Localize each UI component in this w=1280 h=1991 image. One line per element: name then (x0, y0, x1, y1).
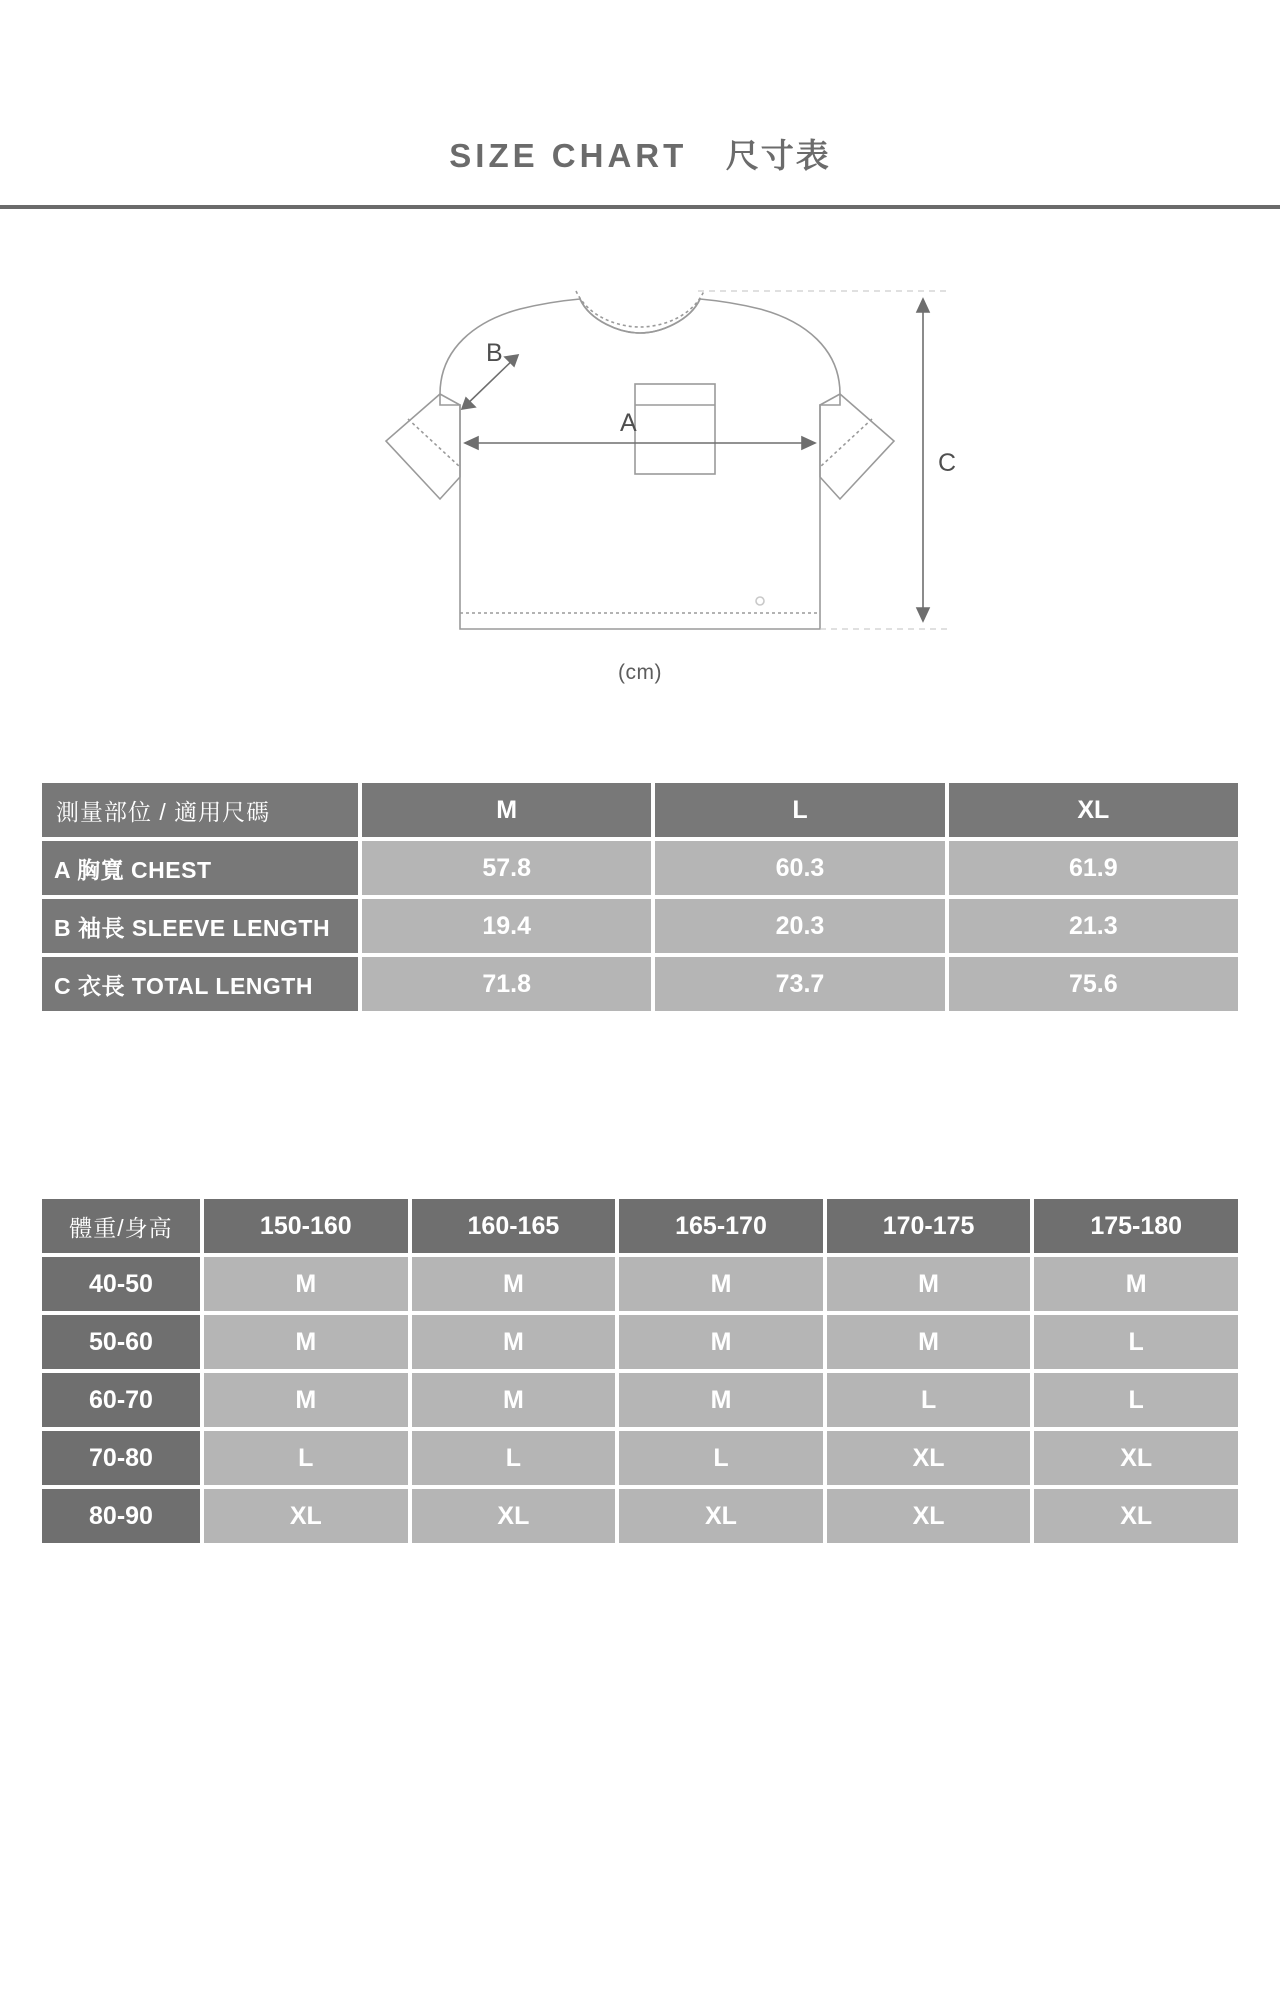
fit-corner-label: 體重/身高 (42, 1199, 200, 1253)
column-header-m: M (362, 783, 651, 837)
fit-cell: M (412, 1315, 616, 1369)
fit-cell: L (412, 1431, 616, 1485)
fit-cell: M (619, 1315, 823, 1369)
measurement-table (38, 779, 1242, 1015)
fit-cell: XL (204, 1489, 408, 1543)
cell-sleeve-m: 19.4 (362, 899, 651, 953)
height-header-150-160: 150-160 (204, 1199, 408, 1253)
weight-label-80-90: 80-90 (42, 1489, 200, 1543)
table-row (42, 841, 1238, 895)
height-header-170-175: 170-175 (827, 1199, 1031, 1253)
fit-cell: M (619, 1257, 823, 1311)
label-a: A (620, 409, 637, 437)
page-title (0, 0, 1280, 177)
fit-cell: XL (1034, 1489, 1238, 1543)
fit-cell: M (1034, 1257, 1238, 1311)
column-header-xl: XL (949, 783, 1238, 837)
bottom-spacer (0, 1547, 1280, 1587)
fit-cell: M (204, 1257, 408, 1311)
fit-cell: L (1034, 1315, 1238, 1369)
measurement-corner-label: 測量部位 / 適用尺碼 (42, 783, 358, 837)
table-row (42, 1489, 1238, 1543)
garment-diagram (0, 209, 1280, 739)
fit-cell: L (204, 1431, 408, 1485)
weight-label-70-80: 70-80 (42, 1431, 200, 1485)
section-spacer (0, 1015, 1280, 1195)
cell-sleeve-l: 20.3 (655, 899, 944, 953)
height-header-175-180: 175-180 (1034, 1199, 1238, 1253)
fit-cell: XL (619, 1489, 823, 1543)
page-title-zh: 尺寸表 (725, 137, 831, 174)
table-row (42, 899, 1238, 953)
table-row (42, 957, 1238, 1011)
column-header-l: L (655, 783, 944, 837)
cell-sleeve-xl: 21.3 (949, 899, 1238, 953)
measurement-table-block (0, 779, 1280, 1015)
label-b: B (486, 339, 503, 367)
fit-recommendation-table (38, 1195, 1242, 1547)
cell-total-l: 73.7 (655, 957, 944, 1011)
fit-cell: M (412, 1257, 616, 1311)
fit-cell: M (827, 1257, 1031, 1311)
cell-chest-xl: 61.9 (949, 841, 1238, 895)
fit-cell: L (619, 1431, 823, 1485)
page-title-en: SIZE CHART (449, 137, 688, 174)
fit-cell: XL (827, 1431, 1031, 1485)
cell-total-m: 71.8 (362, 957, 651, 1011)
row-label-sleeve: B 袖長 SLEEVE LENGTH (42, 899, 358, 953)
row-label-chest: A 胸寬 CHEST (42, 841, 358, 895)
fit-cell: L (1034, 1373, 1238, 1427)
table-row (42, 1373, 1238, 1427)
table-header-row (42, 783, 1238, 837)
height-header-160-165: 160-165 (412, 1199, 616, 1253)
fit-cell: M (619, 1373, 823, 1427)
fit-cell: XL (1034, 1431, 1238, 1485)
fit-cell: L (827, 1373, 1031, 1427)
tshirt-illustration (290, 209, 990, 679)
table-header-row (42, 1199, 1238, 1253)
cell-chest-l: 60.3 (655, 841, 944, 895)
cell-chest-m: 57.8 (362, 841, 651, 895)
height-header-165-170: 165-170 (619, 1199, 823, 1253)
unit-note: (cm) (618, 661, 662, 684)
row-label-total-length: C 衣長 TOTAL LENGTH (42, 957, 358, 1011)
fit-table-block (0, 1195, 1280, 1547)
table-row (42, 1257, 1238, 1311)
fit-cell: M (204, 1373, 408, 1427)
label-c: C (938, 449, 957, 477)
table-row (42, 1431, 1238, 1485)
table-row (42, 1315, 1238, 1369)
fit-cell: M (204, 1315, 408, 1369)
fit-cell: XL (827, 1489, 1031, 1543)
weight-label-50-60: 50-60 (42, 1315, 200, 1369)
weight-label-60-70: 60-70 (42, 1373, 200, 1427)
fit-cell: M (827, 1315, 1031, 1369)
weight-label-40-50: 40-50 (42, 1257, 200, 1311)
fit-cell: M (412, 1373, 616, 1427)
cell-total-xl: 75.6 (949, 957, 1238, 1011)
fit-cell: XL (412, 1489, 616, 1543)
